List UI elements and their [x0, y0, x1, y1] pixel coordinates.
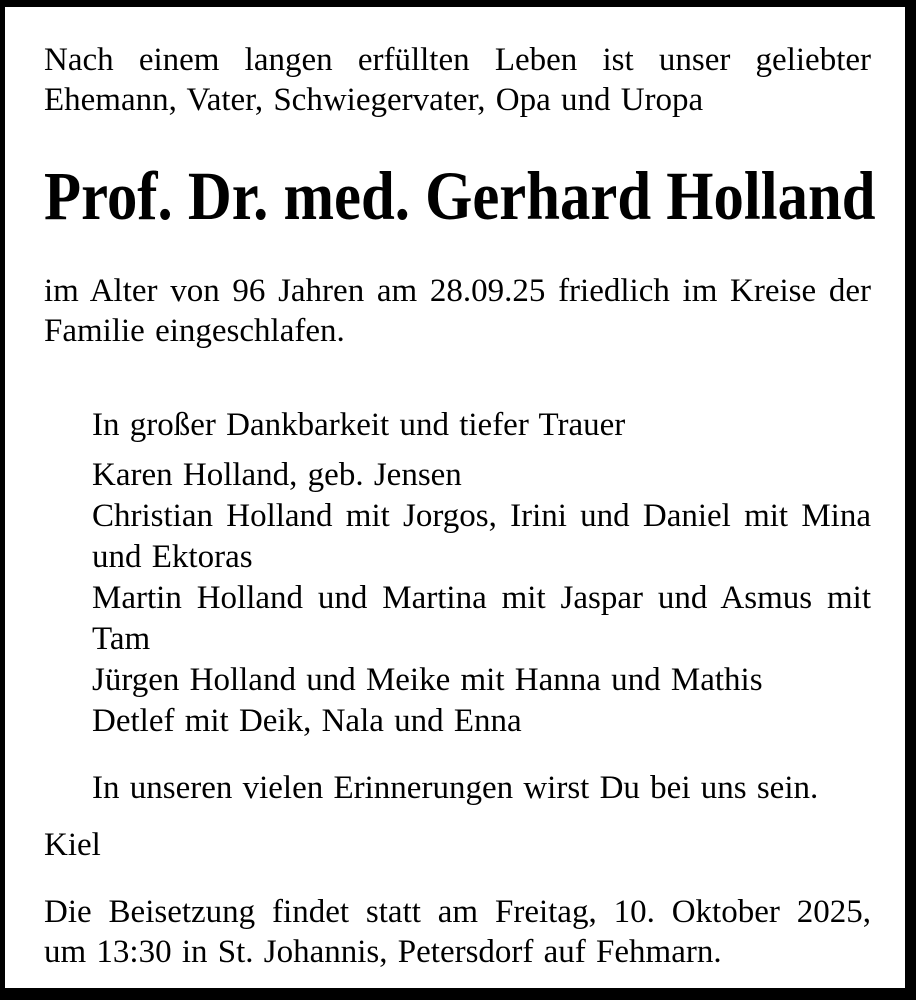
mourner-line: Martin Holland und Martina mit Jaspar und Asmus mit: [92, 580, 871, 616]
intro-line-1: Nach einem langen erfüllten Leben ist unser geliebter: [44, 42, 871, 78]
mourner-line: Tam: [92, 621, 151, 657]
mourner-line: Detlef mit Deik, Nala und Enna: [92, 703, 522, 739]
mourner-line: und Ektoras: [92, 539, 253, 575]
remembrance-line: [92, 768, 871, 808]
deceased-name-text: Prof. Dr. med. Gerhard Holland: [44, 158, 876, 234]
mourner-line: Karen Holland, geb. Jensen: [92, 457, 462, 493]
funeral-paragraph: [44, 892, 871, 972]
mourner-line: Jürgen Holland und Meike mit Hanna und Mathis: [92, 662, 763, 698]
funeral-line-1: Die Beisetzung findet statt am Freitag, 10. Oktober 2025,: [44, 894, 871, 930]
mourners-list: [92, 455, 871, 742]
funeral-line-2: um 13:30 in St. Johannis, Petersdorf auf Fehmarn.: [44, 934, 722, 970]
mourner-line: Christian Holland mit Jorgos, Irini und Daniel mit Mina: [92, 498, 871, 534]
intro-paragraph: [44, 40, 871, 120]
condolence-intro-line: In großer Dankbarkeit und tiefer Trauer: [92, 407, 626, 443]
city-name: Kiel: [44, 827, 101, 863]
death-info-line-1: im Alter von 96 Jahren am 28.09.25 friedlich im Kreise der: [44, 273, 871, 309]
death-info-paragraph: [44, 271, 871, 351]
obituary-card: [5, 7, 905, 988]
intro-line-2: Ehemann, Vater, Schwiegervater, Opa und Uropa: [44, 82, 704, 118]
remembrance-text: In unseren vielen Erinnerungen wirst Du bei uns sein.: [92, 770, 819, 806]
condolence-intro: [92, 405, 871, 445]
death-info-line-2: Familie eingeschlafen.: [44, 313, 345, 349]
city-line: [44, 825, 871, 865]
deceased-name: [44, 158, 876, 234]
